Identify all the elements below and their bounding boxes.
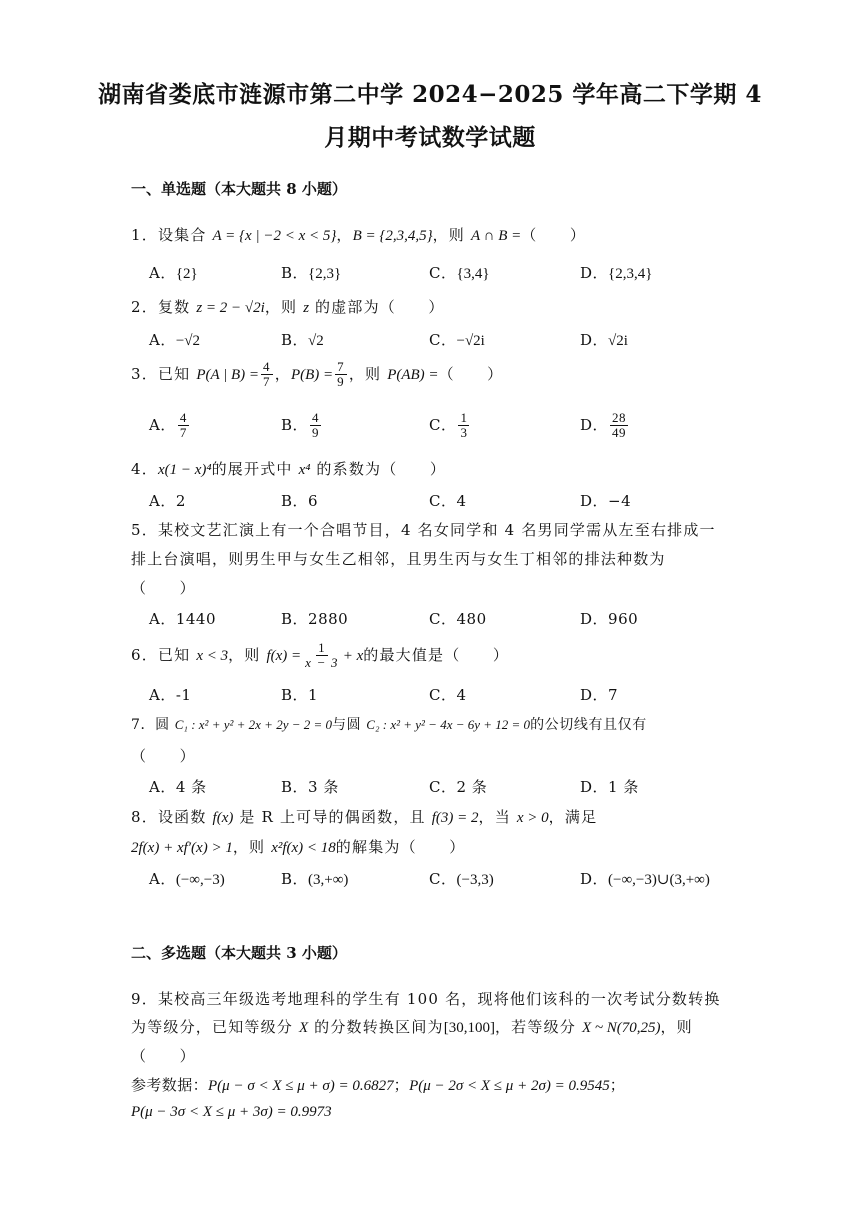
question-text: 的最大值是（ ） — [363, 645, 510, 664]
question-text: ，则 — [348, 364, 388, 383]
question-text: 设集合 — [157, 226, 213, 244]
q5-option-b — [281, 608, 348, 629]
math-expression: x > 0 — [516, 810, 549, 826]
math-expression: B = {2,3,4,5} — [352, 228, 433, 244]
option-value: {2,3,4} — [608, 266, 653, 282]
option-label: A． — [149, 610, 176, 628]
question-text: 复数 — [157, 298, 197, 316]
question-7-line-2: （ ） — [131, 747, 196, 765]
option-value: √2i — [608, 333, 628, 349]
option-label: A． — [149, 331, 176, 349]
fraction — [458, 411, 469, 441]
option-label: A． — [149, 492, 176, 510]
option-label: C． — [429, 492, 457, 510]
option-label: B． — [281, 492, 309, 510]
question-3 — [131, 360, 503, 390]
q6-option-d — [580, 684, 618, 705]
question-text: 已知 — [157, 645, 197, 664]
page-title-line-2: 月期中考试数学试题 — [324, 124, 536, 151]
q1-option-d — [580, 262, 652, 283]
fraction — [335, 360, 347, 390]
math-expression: P(μ − 3σ < X ≤ μ + 3σ) = 0.9973 — [131, 1104, 332, 1120]
q7-option-d — [580, 776, 639, 797]
fraction-denominator: 9 — [337, 374, 345, 390]
fraction-denominator: 49 — [612, 425, 627, 441]
question-text: 与圆 — [332, 717, 367, 733]
question-9-line-2 — [131, 1016, 693, 1037]
section-heading-multi-choice: 二、多选题（本大题共 3 小题） — [131, 944, 347, 962]
fraction — [310, 411, 321, 441]
question-number: 4． — [131, 460, 158, 478]
question-text: 为等级分，已知等级分 — [131, 1018, 299, 1036]
math-expression: C₂ : x² + y² − 4x − 6y + 12 = 0 — [366, 717, 531, 732]
q3-option-a — [149, 411, 191, 441]
math-expression: P(B) = — [290, 366, 334, 383]
option-value: 2880 — [308, 610, 349, 628]
question-5-line-2: 排上台演唱，则男生甲与女生乙相邻，且男生丙与女生丁相邻的排法种数为 — [131, 550, 666, 568]
option-label: B． — [281, 331, 309, 349]
math-expression: X ~ N(70,25) — [581, 1020, 661, 1036]
option-label: A． — [149, 870, 176, 888]
option-value: 3 条 — [308, 778, 339, 796]
option-value: −4 — [608, 492, 632, 510]
fraction — [261, 360, 273, 390]
question-text: ，则 — [232, 838, 272, 856]
q3-option-b — [281, 411, 323, 441]
math-expression: 2f(x) + xf′(x) > 1 — [131, 840, 233, 856]
option-label: A． — [149, 264, 176, 282]
question-4 — [131, 458, 446, 479]
fraction — [178, 411, 189, 441]
option-value: (−∞,−3)∪(3,+∞) — [608, 872, 710, 888]
question-text: （ ） — [521, 226, 587, 244]
option-value: {2,3} — [308, 266, 342, 282]
math-expression: P(μ − σ < X ≤ μ + σ) = 0.6827 — [208, 1078, 394, 1094]
question-1 — [131, 224, 586, 245]
question-text: 的展开式中 — [211, 460, 299, 478]
option-value: -1 — [175, 686, 192, 704]
option-value: {2} — [175, 266, 198, 282]
option-label: D． — [580, 686, 609, 704]
question-text: 的公切线有且仅有 — [530, 717, 647, 733]
option-label: C． — [429, 415, 457, 434]
question-text: ，则 — [432, 226, 471, 244]
section-heading-single-choice: 一、单选题（本大题共 8 小题） — [131, 180, 347, 198]
q1-option-c — [429, 262, 490, 283]
fraction-numerator: 1 — [460, 410, 468, 425]
option-value: 1440 — [175, 610, 217, 628]
fraction-denominator: 7 — [179, 425, 187, 441]
q1-option-b — [281, 262, 341, 283]
option-label: D． — [580, 870, 609, 888]
math-expression: C₁ : x² + y² + 2x + 2y − 2 = 0 — [174, 717, 333, 732]
fraction-numerator: 4 — [312, 410, 320, 425]
option-value: (−∞,−3) — [175, 872, 225, 888]
math-expression: z — [303, 300, 310, 316]
option-value: (3,+∞) — [308, 872, 349, 888]
question-text: ， — [274, 364, 291, 383]
q6-option-a — [149, 684, 191, 705]
fraction-denominator: 7 — [263, 374, 271, 390]
fraction-numerator: 4 — [263, 359, 271, 374]
fraction-numerator: 7 — [337, 359, 345, 374]
option-value: 6 — [308, 492, 319, 510]
q8-option-c — [429, 868, 494, 889]
question-text: 已知 — [157, 364, 197, 383]
option-value: (−3,3) — [456, 872, 494, 888]
math-expression: A ∩ B = — [470, 228, 522, 244]
fraction-denominator: x − 3 — [305, 655, 339, 671]
option-value: 480 — [456, 610, 487, 628]
option-value: 2 — [175, 492, 186, 510]
math-expression: x < 3 — [196, 647, 229, 664]
question-number: 3． — [131, 364, 158, 383]
question-text: 的虚部为（ ） — [309, 298, 445, 316]
q7-option-c — [429, 776, 487, 797]
option-label: D． — [580, 264, 609, 282]
question-9-line-3: （ ） — [131, 1047, 196, 1065]
question-8-line-2 — [131, 836, 465, 857]
question-text: ，当 — [478, 808, 517, 826]
option-label: B． — [281, 686, 309, 704]
math-expression: z = 2 − √2i — [196, 300, 265, 316]
q3-option-d — [580, 411, 630, 441]
question-5-line-3: （ ） — [131, 579, 196, 597]
question-number: 8． — [131, 808, 158, 826]
math-expression: P(A | B) = — [196, 366, 260, 383]
option-label: C． — [429, 778, 457, 796]
option-value: 7 — [608, 686, 619, 704]
q5-option-a — [149, 608, 216, 629]
fraction-numerator: 28 — [612, 410, 627, 425]
fraction-denominator: 3 — [460, 425, 468, 441]
question-text: ，则 — [264, 298, 304, 316]
q6-option-c — [429, 684, 467, 705]
q4-option-b — [281, 490, 318, 511]
option-label: B． — [281, 264, 309, 282]
option-value: {3,4} — [456, 266, 490, 282]
math-expression: f(x) = — [266, 647, 302, 664]
math-expression: f(x) — [212, 810, 234, 826]
option-label: D． — [580, 415, 609, 434]
question-6 — [131, 641, 509, 671]
question-9-reference-line-2 — [131, 1102, 332, 1121]
question-text: 圆 — [155, 717, 175, 733]
q6-option-b — [281, 684, 318, 705]
question-number: 1． — [131, 226, 158, 244]
option-label: D． — [580, 610, 609, 628]
fraction-numerator: 1 — [318, 640, 326, 655]
math-expression: [30,100] — [443, 1020, 495, 1036]
question-text: （ ） — [438, 364, 504, 383]
option-value: √2 — [308, 333, 324, 349]
question-9-reference-line-1 — [131, 1074, 625, 1095]
question-text: 的系数为（ ） — [310, 460, 447, 478]
option-label: C． — [429, 331, 457, 349]
math-expression: f(3) = 2 — [431, 810, 479, 826]
q4-option-a — [149, 490, 186, 511]
option-label: B． — [281, 415, 309, 434]
option-value: 4 — [456, 686, 467, 704]
option-label: D． — [580, 778, 609, 796]
option-label: D． — [580, 492, 609, 510]
math-expression: x⁴ — [298, 462, 311, 478]
option-value: −√2i — [456, 333, 485, 349]
option-label: A． — [149, 415, 176, 434]
math-expression: P(AB) = — [387, 366, 439, 383]
fraction — [303, 641, 341, 671]
page-title-line-1: 湖南省娄底市涟源市第二中学 2024−2025 学年高二下学期 4 — [98, 81, 762, 108]
question-text: ； — [609, 1076, 626, 1094]
question-text: ； — [393, 1076, 410, 1094]
question-text: ，满足 — [548, 808, 598, 826]
question-text: 是 R 上可导的偶函数，且 — [233, 808, 432, 826]
q3-option-c — [429, 411, 471, 441]
question-text: ，若等级分 — [494, 1018, 582, 1036]
option-label: A． — [149, 778, 176, 796]
q7-option-a — [149, 776, 207, 797]
option-label: A． — [149, 686, 176, 704]
option-label: C． — [429, 686, 457, 704]
option-label: D． — [580, 331, 609, 349]
question-text: 的解集为（ ） — [335, 838, 466, 856]
q5-option-c — [429, 608, 487, 629]
option-value: 4 条 — [175, 778, 207, 796]
question-5-line-1: 5．某校文艺汇演上有一个合唱节目，4 名女同学和 4 名男同学需从左至右排成一 — [131, 521, 716, 539]
option-label: C． — [429, 870, 457, 888]
math-expression: x²f(x) < 18 — [271, 840, 336, 856]
q5-option-d — [580, 608, 638, 629]
q8-option-d — [580, 868, 710, 889]
option-value: −√2 — [175, 333, 201, 349]
question-text: ，则 — [660, 1018, 693, 1036]
option-value: 1 条 — [608, 778, 639, 796]
q2-option-a — [149, 329, 200, 350]
q4-option-d — [580, 490, 631, 511]
q1-option-a — [149, 262, 198, 283]
q4-option-c — [429, 490, 467, 511]
question-text: 设函数 — [157, 808, 213, 826]
q2-option-d — [580, 329, 628, 350]
math-expression: P(μ − 2σ < X ≤ μ + 2σ) = 0.9545 — [409, 1078, 610, 1094]
option-label: C． — [429, 264, 457, 282]
q2-option-c — [429, 329, 485, 350]
option-value: 1 — [308, 686, 319, 704]
option-value: 960 — [608, 610, 639, 628]
reference-label: 参考数据： — [131, 1076, 209, 1094]
math-expression: x(1 − x)⁴ — [157, 462, 212, 478]
option-value: 4 — [456, 492, 467, 510]
q8-option-b — [281, 868, 348, 889]
fraction-denominator: 9 — [312, 425, 320, 441]
question-number: 2． — [131, 298, 158, 316]
question-text: ，则 — [228, 645, 267, 664]
option-label: B． — [281, 870, 309, 888]
question-number: 6． — [131, 645, 158, 664]
q7-option-b — [281, 776, 339, 797]
question-9-line-1: 9．某校高三年级选考地理科的学生有 100 名，现将他们该科的一次考试分数转换 — [131, 990, 721, 1008]
fraction-numerator: 4 — [179, 410, 187, 425]
option-label: C． — [429, 610, 457, 628]
math-expression: + x — [342, 647, 364, 664]
question-8-line-1 — [131, 806, 597, 827]
question-7-line-1 — [131, 714, 647, 734]
option-label: B． — [281, 610, 309, 628]
math-expression: X — [298, 1020, 309, 1036]
question-number: 7． — [131, 717, 156, 733]
fraction — [610, 411, 628, 441]
question-text: ， — [336, 226, 353, 244]
q2-option-b — [281, 329, 324, 350]
q8-option-a — [149, 868, 225, 889]
option-label: B． — [281, 778, 309, 796]
option-value: 2 条 — [456, 778, 488, 796]
question-2 — [131, 296, 445, 317]
math-expression: A = {x | −2 < x < 5} — [212, 228, 337, 244]
question-text: 的分数转换区间为 — [308, 1018, 444, 1036]
